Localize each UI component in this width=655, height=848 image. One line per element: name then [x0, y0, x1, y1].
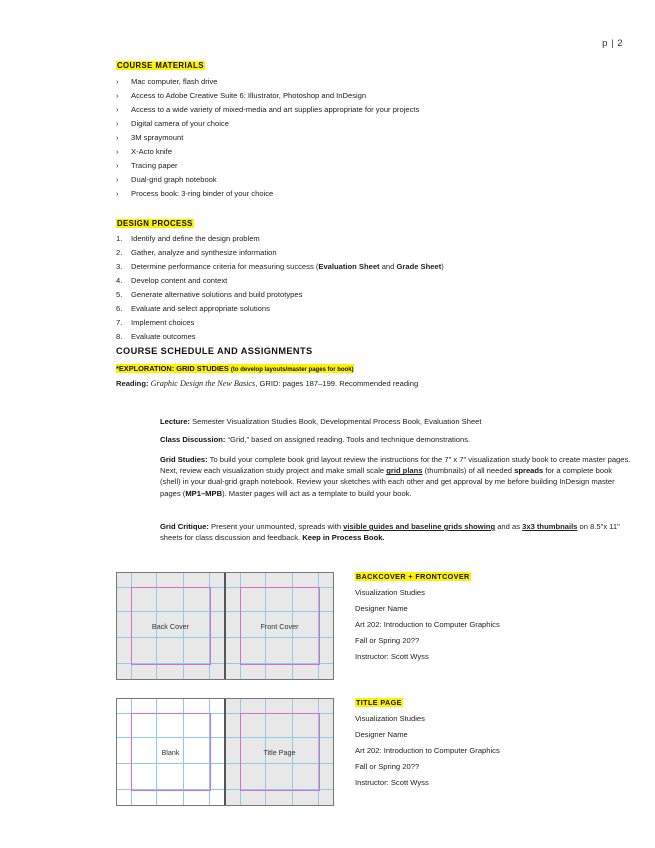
schedule-heading: COURSE SCHEDULE AND ASSIGNMENTS [116, 346, 313, 356]
bullet-marker: › [116, 175, 119, 184]
list-item: › Tracing paper [116, 159, 419, 173]
spread-title [116, 698, 334, 806]
list-item: › 3M spraymount [116, 131, 419, 145]
bullet-marker: › [116, 161, 119, 170]
page-number: p | 2 [602, 38, 623, 49]
course-materials-heading: COURSE MATERIALS [117, 61, 204, 70]
title-caption-heading: TITLE PAGE [356, 698, 402, 707]
discussion-paragraph: Class Discussion: “Grid,” based on assigned reading. Tools and technique demonstrations. [160, 435, 471, 444]
bullet-marker: › [116, 133, 119, 142]
front-cover-label: Front Cover [260, 622, 299, 631]
design-process-heading: DESIGN PROCESS [117, 219, 193, 228]
bullet-marker: › [116, 189, 119, 198]
design-process-section [116, 213, 444, 344]
list-item: 5. Generate alternative solutions and build prototypes [116, 290, 303, 299]
list-item: 7. Implement choices [116, 318, 195, 327]
list-item: › Access to a wide variety of mixed-media and art supplies appropriate for your projects [116, 103, 419, 117]
list-item: 4. Develop content and context [116, 276, 228, 285]
list-item: › Access to Adobe Creative Suite 6: Illustrator, Photoshop and InDesign [116, 89, 419, 103]
cover-caption: BACKCOVER + FRONTCOVER Visualization Studies Designer Name Art 202: Introduction to Computer Graphics Fall or Spring 20?? Instructor: Scott Wyss [355, 572, 500, 661]
list-item: › Digital camera of your choice [116, 117, 419, 131]
blank-page [117, 699, 224, 805]
list-item: › X-Acto knife [116, 145, 419, 159]
front-cover-page [226, 573, 333, 679]
design-process-list [116, 232, 444, 344]
list-item: › Dual-grid graph notebook [116, 173, 419, 187]
list-item: › Process book: 3-ring binder of your choice [116, 187, 419, 201]
exploration-heading: *EXPLORATION: GRID STUDIES (to develop layouts/master pages for book) [116, 364, 354, 373]
back-cover-label: Back Cover [151, 622, 190, 631]
list-item: › Mac computer, flash drive [116, 75, 419, 89]
grid-studies-paragraph: Grid Studies: To build your complete book grid layout review the instructions for the 7" x 7" visualization study book to create master pages. Next, review each visualization study project and make small scale grid plans (thumbnails) of all needed spreads for a complete book (shell) in your dual-grid graph notebook. Review your sketches with each other and get approval by me before building InDesign master pages (MP1–MPB). Master pages will act as a template to build your book. [160, 455, 631, 498]
spread-cover [116, 572, 334, 680]
cover-caption-heading: BACKCOVER + FRONTCOVER [356, 572, 470, 581]
list-item: 8. Evaluate outcomes [116, 332, 196, 341]
list-item: 2. Gather, analyze and synthesize information [116, 248, 277, 257]
list-item: 3. Determine performance criteria for measuring success (Evaluation Sheet and Grade Sheet) [116, 262, 444, 271]
bullet-marker: › [116, 91, 119, 100]
course-materials-section [116, 55, 419, 201]
grid-critique-paragraph: Grid Critique: Present your unmounted, spreads with visible guides and baseline grids showing and as 3x3 thumbnails on 8.5"x 11" sheets for class discussion and feedback. Keep in Process Book. [160, 522, 620, 543]
reading-line: Reading: Graphic Design the New Basics, GRID: pages 187–199. Recommended reading [116, 379, 419, 388]
blank-label: Blank [161, 748, 180, 757]
bullet-marker: › [116, 105, 119, 114]
bullet-marker: › [116, 77, 119, 86]
bullet-marker: › [116, 119, 119, 128]
back-cover-page [117, 573, 224, 679]
lecture-paragraph: Lecture: Semester Visualization Studies Book, Developmental Process Book, Evaluation Sheet [160, 417, 482, 426]
title-caption: TITLE PAGE Visualization Studies Designer Name Art 202: Introduction to Computer Graphics Fall or Spring 20?? Instructor: Scott Wyss [355, 698, 500, 787]
list-item: 6. Evaluate and select appropriate solutions [116, 304, 270, 313]
title-page-label: Title Page [263, 748, 296, 757]
bullet-marker: › [116, 147, 119, 156]
list-item: 1. Identify and define the design problem [116, 234, 260, 243]
title-page [226, 699, 333, 805]
course-materials-list [116, 75, 419, 201]
